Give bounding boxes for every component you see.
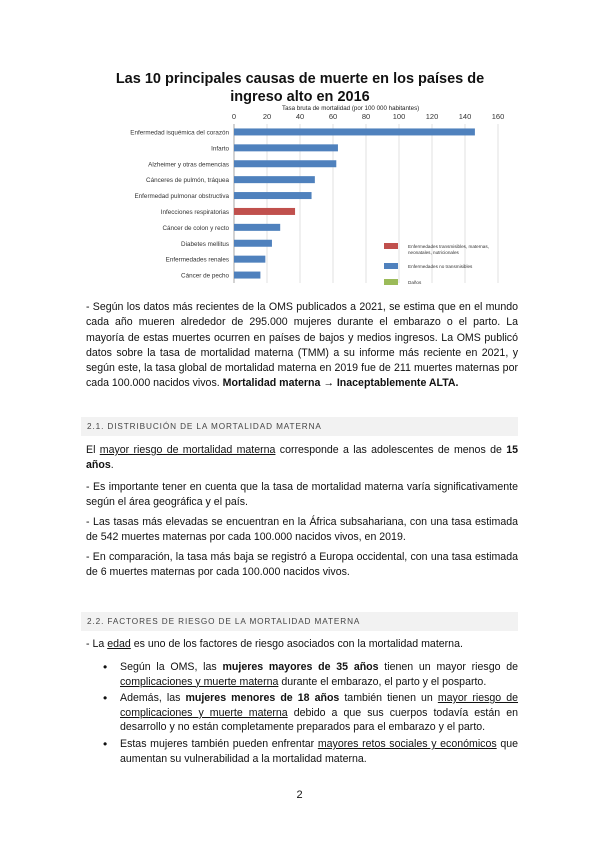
category-label: Cánceres de pulmón, tráquea <box>146 177 229 185</box>
category-label: Infecciones respiratorias <box>160 208 229 216</box>
bar <box>234 160 336 167</box>
x-tick-label: 100 <box>392 112 406 121</box>
bullet-icon: • <box>103 660 108 674</box>
underlined-text: mayor riesgo de mortalidad materna <box>99 444 276 456</box>
category-label: Enfermedad pulmonar obstructiva <box>134 193 229 201</box>
legend-label <box>408 244 489 255</box>
bold-text: 15 años <box>86 444 518 472</box>
text-run: El <box>86 444 100 456</box>
legend-swatch <box>384 263 398 269</box>
category-label: Enfermedades renales <box>165 256 229 264</box>
page-number: 2 <box>296 789 303 801</box>
text-run: Estas mujeres también pueden enfrentar <box>120 737 318 750</box>
x-tick-label: 140 <box>458 112 472 121</box>
intro-text: - Según los datos más recientes de la OMS publicados a 2021, se estima que en el mundo cada año mueren alrededor de 295.000 mujeres durante el embarazo o el parto. La mayoría de estas muertes ocurren en países de bajos y medios ingresos. La OMS publicó datos sobre la tasa de mortalidad materna (TMM) a su informe más reciente en 2021, y según este, la tasa global de mortalidad materna en 2019 fue de 211 muertes maternas por cada 100.000 nacidos vivos. <box>86 301 518 390</box>
x-tick-label: 20 <box>262 112 272 121</box>
category-label: Diabetes mellitus <box>181 240 229 248</box>
underlined-text: mayor riesgo de complicaciones y muerte materna <box>120 692 519 719</box>
legend-label: Daños <box>408 280 422 285</box>
text-run: durante el embarazo, el parto y el posparto. <box>278 675 487 688</box>
risk-bullet-list <box>86 660 518 768</box>
bar <box>234 272 260 279</box>
text-run: es uno de los factores de riesgo asociados con la mortalidad materna. <box>130 638 463 650</box>
bold-text: mujeres mayores de 35 años <box>222 661 379 673</box>
section1-paragraph-2: - Es importante tener en cuenta que la tasa de mortalidad materna varía significativamente según el área geográfica y el país. <box>86 481 518 509</box>
legend-swatch <box>384 243 398 249</box>
bullet-item <box>86 660 518 689</box>
chart-title-line1: Las 10 principales causas de muerte en los países de <box>115 71 485 87</box>
legend-label-line: neonatales, nutricionales <box>408 250 459 255</box>
bullet-item <box>86 691 518 735</box>
x-tick-label: 160 <box>491 112 505 121</box>
underlined-text: edad <box>107 638 131 650</box>
bar <box>234 240 272 247</box>
intro-paragraph <box>86 300 518 392</box>
section1-paragraph-3: - Las tasas más elevadas se encuentran en la África subsahariana, con una tasa estimada de 542 muertes maternas por cada 100.000 nacidos vivos, en 2019. <box>86 516 518 544</box>
bullet-icon: • <box>103 736 108 751</box>
text-run: Además, las <box>120 692 186 705</box>
bold-text: mujeres menores de 18 años <box>185 692 340 705</box>
category-label: Cáncer de colon y recto <box>162 224 229 232</box>
bar <box>234 224 280 231</box>
bar <box>234 128 475 135</box>
text-run: corresponde a las adolescentes de menos de <box>275 444 507 456</box>
category-label: Cáncer de pecho <box>181 272 229 280</box>
category-label: Alzheimer y otras demencias <box>148 161 229 169</box>
x-tick-label: 80 <box>361 112 371 121</box>
text-run: - La <box>86 638 108 650</box>
bar <box>234 144 338 151</box>
x-tick-label: 40 <box>295 112 305 121</box>
category-label: Enfermedad isquémica del corazón <box>130 129 229 137</box>
legend-swatch <box>384 279 398 285</box>
x-tick-label: 120 <box>425 112 439 121</box>
bar <box>234 192 312 199</box>
section-heading-distribution: 2.1. DISTRIBUCIÓN DE LA MORTALIDAD MATERNA <box>81 417 518 436</box>
category-label: Infarto <box>211 145 229 153</box>
legend-label-line: Enfermedades transmisibles, maternas, <box>408 244 489 249</box>
text-run: tienen un mayor riesgo de <box>378 661 519 673</box>
section-heading-risk-factors: 2.2. FACTORES DE RIESGO DE LA MORTALIDAD MATERNA <box>81 612 518 631</box>
bar <box>234 176 315 183</box>
bar <box>234 208 295 215</box>
underlined-text: mayores retos sociales y económicos <box>317 737 497 750</box>
chart-title-line2: ingreso alto en 2016 <box>230 89 370 105</box>
legend-label: Enfermedades no transmisibles <box>408 264 473 269</box>
text-run: Según la OMS, las <box>120 661 223 673</box>
section1-paragraph-4: - En comparación, la tasa más baja se registró a Europa occidental, con una tasa estimada de 6 muertes maternas por cada 100.000 nacidos vivos. <box>86 551 518 579</box>
section1-paragraph-1 <box>86 443 518 474</box>
intro-bold-conclusion: Mortalidad materna → Inaceptablemente ALTA. <box>222 377 459 390</box>
text-run: que aumentan su vulnerabilidad a la mortalidad materna. <box>120 737 518 765</box>
x-tick-label: 0 <box>231 112 237 121</box>
underlined-text: complicaciones y muerte materna <box>120 675 279 688</box>
text-run: también tienen un <box>339 692 438 705</box>
chart-x-axis-label: Tasa bruta de mortalidad (por 100 000 habitantes) <box>282 105 420 112</box>
bullet-icon: • <box>103 691 108 706</box>
x-tick-label: 60 <box>328 112 338 121</box>
bullet-item <box>86 737 518 766</box>
section2-intro <box>86 637 518 652</box>
mortality-bar-chart <box>0 0 599 300</box>
text-run: debido a que sus cuerpos todavía están en desarrollo y no están completamente preparados para el embarazo y el parto. <box>120 706 518 734</box>
text-run: . <box>110 459 114 472</box>
bar <box>234 256 265 263</box>
